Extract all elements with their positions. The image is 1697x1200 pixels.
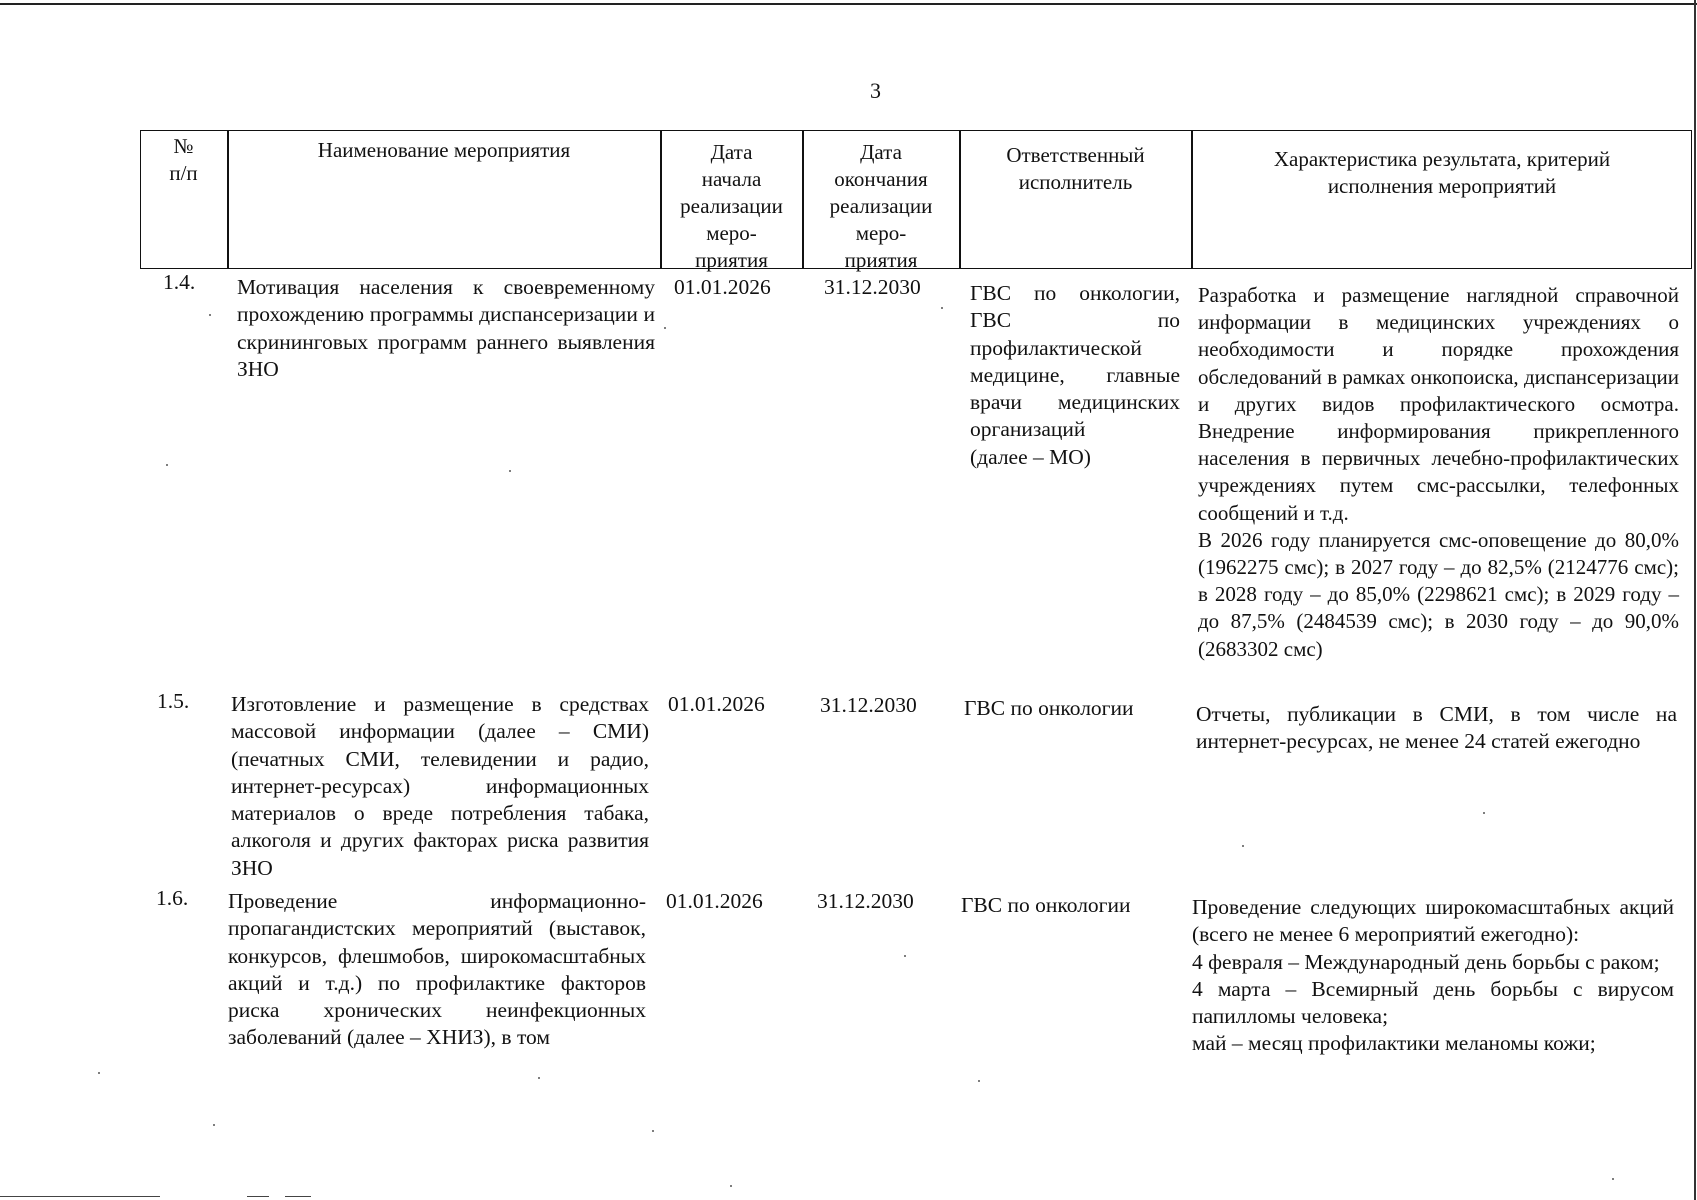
- result-line: Проведение следующих широкомасштабных акций (всего не менее 6 мероприятий ежегодно):: [1192, 895, 1674, 947]
- scan-speck: [652, 1130, 654, 1132]
- row-number: 1.4.: [163, 270, 196, 294]
- scan-speck: [941, 307, 943, 309]
- scan-speck: [509, 470, 511, 472]
- scan-speck: [166, 464, 168, 466]
- row-end-date: 31.12.2030: [824, 275, 921, 299]
- top-border-line: [0, 3, 1697, 5]
- row-name: Проведение информационно-пропагандистских мероприятий (выставок, конкурсов, флешмобов, широкомасштабных акций и т.д.) по профилактике факторов риска хронических неинфекционных заболеваний (далее – ХНИЗ), в том: [228, 889, 646, 1050]
- row-start-date: 01.01.2026: [674, 275, 771, 299]
- row-number: 1.5.: [157, 689, 190, 713]
- row-end-date: 31.12.2030: [817, 889, 914, 913]
- result-line: 4 февраля – Международный день борьбы с раком;: [1192, 949, 1660, 974]
- scan-speck: [213, 1124, 215, 1126]
- row-name: Изготовление и размещение в средствах массовой информации (далее – СМИ) (печатных СМИ, телевидении и радио, интернет-ресурсах) информационных материалов о вреде потребления табака, алкоголя и других факторах риска развития ЗНО: [231, 692, 649, 880]
- footnote-line: [247, 1196, 269, 1197]
- row-result: [1192, 894, 1674, 1058]
- row-number: 1.6.: [156, 886, 189, 910]
- row-executor: ГВС по онкологии: [961, 893, 1131, 917]
- scan-speck: [664, 327, 666, 329]
- header-start-date: Дата начала реализации меро- приятия: [680, 140, 783, 272]
- row-executor: ГВС по онкологии: [964, 696, 1134, 720]
- row-executor: ГВС по онкологии, ГВС по профилактической медицине, главные врачи медицинских организаций (далее – МО): [970, 281, 1180, 469]
- row-result: Разработка и размещение наглядной справочной информации в медицинских учреждениях о необходимости и порядке прохождения обследований в рамках онкопоиска, диспансеризации и других видов профилактического осмотра. Внедрение информирования прикрепленного населения в первичных лечебно-профилактических учреждениях путем смс-рассылки, телефонных сообщений и т.д. В 2026 году планируется смс-оповещение до 80,0% (1962275 смс); в 2027 году – до 82,5% (2124776 смс); в 2028 году – до 85,0% (2298621 смс); в 2029 году – до 87,5% (2484539 смс); в 2030 году – до 90,0% (2683302 смс): [1198, 283, 1679, 661]
- scan-speck: [209, 314, 211, 316]
- scan-speck: [730, 1185, 732, 1187]
- row-start-date: 01.01.2026: [666, 889, 763, 913]
- scan-speck: [978, 1080, 980, 1082]
- header-name: Наименование мероприятия: [317, 138, 571, 162]
- footnote-line: [285, 1196, 311, 1197]
- result-line: май – месяц профилактики меланомы кожи;: [1192, 1031, 1596, 1056]
- result-line: 4 марта – Всемирный день борьбы с вирусом папилломы человека;: [1192, 976, 1674, 1029]
- scan-speck: [904, 955, 906, 957]
- row-start-date: 01.01.2026: [668, 692, 765, 716]
- row-end-date: 31.12.2030: [820, 693, 917, 717]
- scan-speck: [1483, 812, 1485, 814]
- right-page-edge: [1694, 0, 1696, 1200]
- scan-speck: [1242, 845, 1244, 847]
- header-num: № п/п: [169, 134, 198, 185]
- header-executor: Ответственный исполнитель: [1006, 143, 1145, 194]
- header-result: Характеристика результата, критерий исполнения мероприятий: [1273, 147, 1611, 198]
- scan-speck: [98, 1072, 100, 1074]
- footnote-line: [0, 1196, 160, 1197]
- scan-speck: [1612, 1178, 1614, 1180]
- row-name: Мотивация населения к своевременному прохождению программы диспансеризации и скрининговых программ раннего выявления ЗНО: [237, 275, 655, 381]
- page-number: 3: [870, 78, 881, 103]
- row-result: Отчеты, публикации в СМИ, в том числе на интернет-ресурсах, не менее 24 статей ежегодно: [1196, 702, 1677, 754]
- scan-speck: [538, 1077, 540, 1079]
- header-end-date: Дата окончания реализации меро- приятия: [829, 140, 933, 272]
